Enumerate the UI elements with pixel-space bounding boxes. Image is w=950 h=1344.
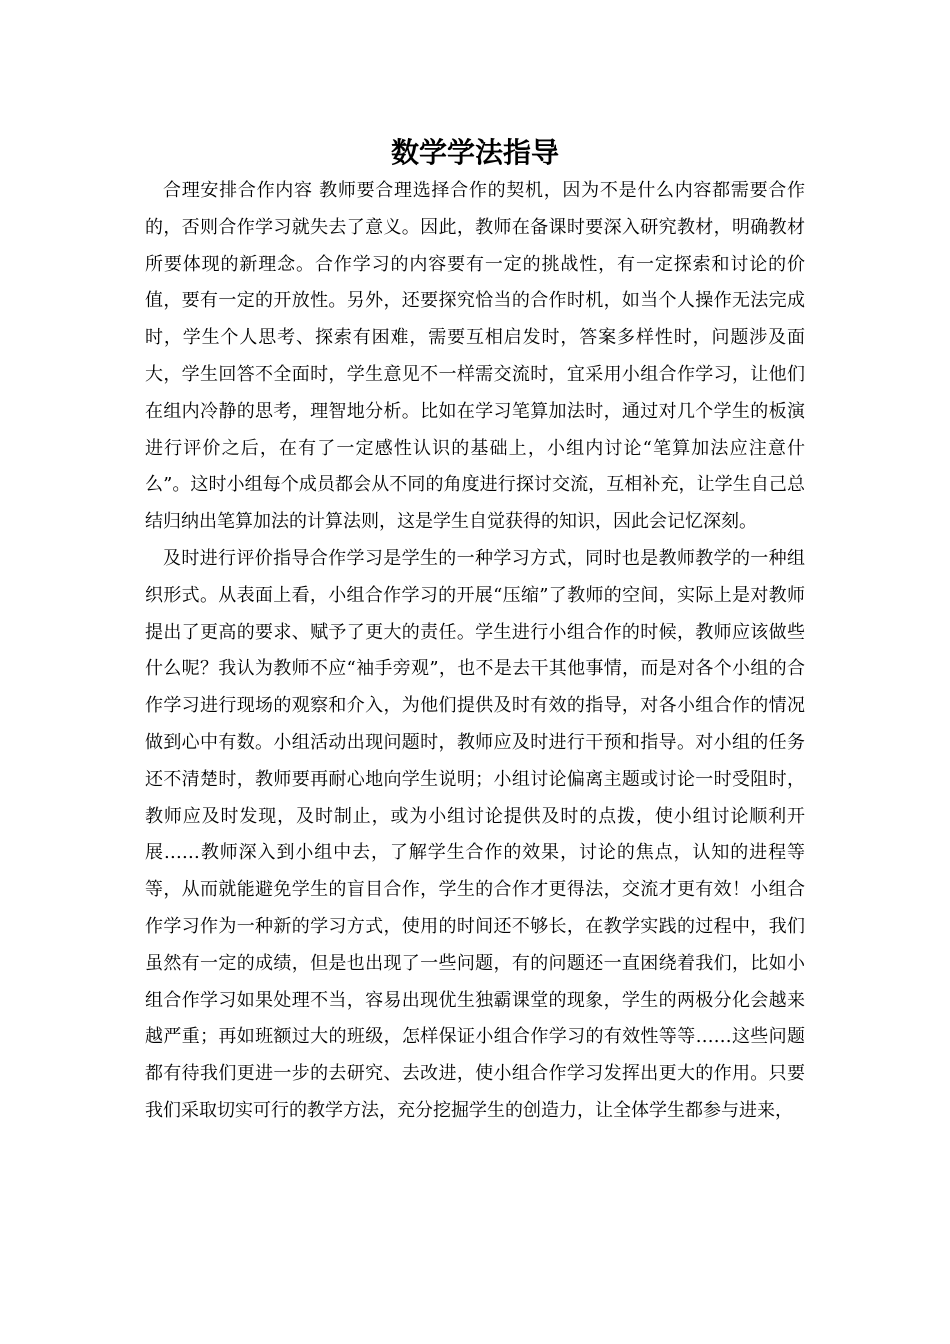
paragraph-cooperation-content: 合理安排合作内容 教师要合理选择合作的契机，因为不是什么内容都需要合作的，否则合作学习就失去了意义。因此，教师在备课时要深入研究教材，明确教材所要体现的新理念。合作学习的内容要有一定的挑战性，有一定探索和讨论的价值，要有一定的开放性。另外，还要探究恰当的合作时机，如当个人操作无法完成时，学生个人思考、探索有困难，需要互相启发时，答案多样性时，问题涉及面大，学生回答不全面时，学生意见不一样需交流时，宜采用小组合作学习，让他们在组内冷静的思考，理智地分析。比如在学习笔算加法时，通过对几个学生的板演进行评价之后，在有了一定感性认识的基础上，小组内讨论“笔算加法应注意什么”。这时小组每个成员都会从不同的角度进行探讨交流，互相补充，让学生自己总结归纳出笔算加法的计算法则，这是学生自觉获得的知识，因此会记忆深刻。	[145, 180, 805, 533]
document-title: 数学学法指导	[390, 136, 559, 169]
document-body	[145, 173, 805, 1130]
paragraph-evaluation-guidance: 及时进行评价指导合作学习是学生的一种学习方式，同时也是教师教学的一种组织形式。从表面上看，小组合作学习的开展“压缩”了教师的空间，实际上是对教师提出了更高的要求、赋予了更大的责任。学生进行小组合作的时候，教师应该做些什么呢？我认为教师不应“袖手旁观”，也不是去干其他事情，而是对各个小组的合作学习进行现场的观察和介入，为他们提供及时有效的指导，对各小组合作的情况做到心中有数。小组活动出现问题时，教师应及时进行干预和指导。对小组的任务还不清楚时，教师要再耐心地向学生说明；小组讨论偏离主题或讨论一时受阻时，教师应及时发现，及时制止，或为小组讨论提供及时的点拨，使小组讨论顺利开展……教师深入到小组中去，了解学生合作的效果，讨论的焦点，认知的进程等等，从而就能避免学生的盲目合作，学生的合作才更得法，交流才更有效！小组合作学习作为一种新的学习方式，使用的时间还不够长，在教学实践的过程中，我们虽然有一定的成绩，但是也出现了一些问题，有的问题还一直困绕着我们，比如小组合作学习如果处理不当，容易出现优生独霸课堂的现象，学生的两极分化会越来越严重；再如班额过大的班级，怎样保证小组合作学习的有效性等等……这些问题都有待我们更进一步的去研究、去改进，使小组合作学习发挥出更大的作用。只要我们采取切实可行的教学方法，充分挖掘学生的创造力，让全体学生都参与进来，	[145, 547, 805, 1121]
